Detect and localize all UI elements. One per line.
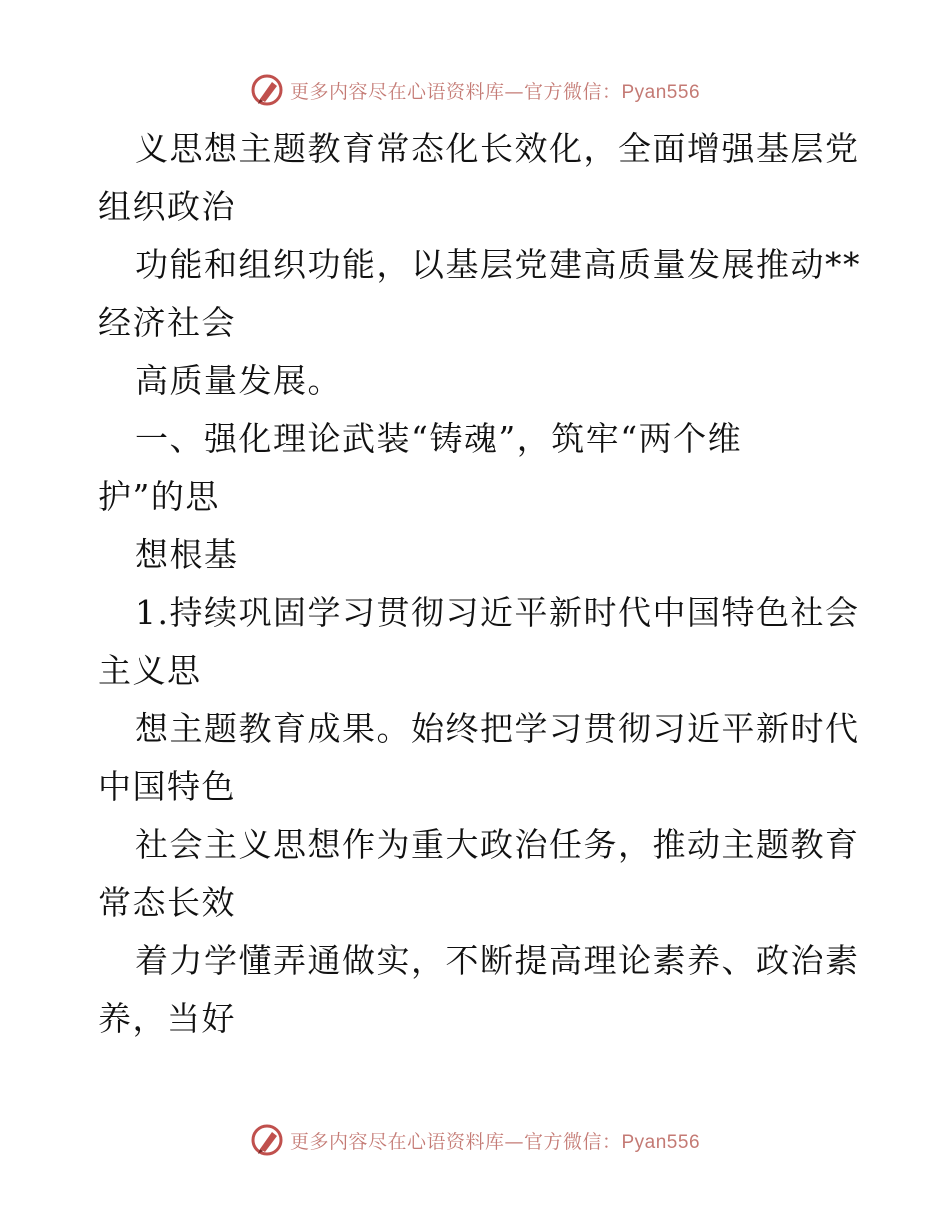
footer-watermark xyxy=(0,1120,950,1160)
text-line: 着力学懂弄通做实，不断提高理论素养、政治素 xyxy=(135,941,860,980)
text-line: 经济社会 xyxy=(98,303,236,342)
text-line: 中国特色 xyxy=(98,767,236,806)
text-line: 功能和组织功能，以基层党建高质量发展推动** xyxy=(135,245,861,284)
text-line: 高质量发展。 xyxy=(135,361,342,400)
header-watermark xyxy=(0,70,950,110)
section-heading-line: 想根基 xyxy=(135,535,239,574)
text-line: 想主题教育成果。始终把学习贯彻习近平新时代 xyxy=(135,709,860,748)
text-line: 主义思 xyxy=(98,651,202,690)
document-body xyxy=(98,120,861,1048)
section-heading-line: 一、强化理论武装“铸魂”，筑牢“两个维 xyxy=(135,419,743,458)
text-line: 养，当好 xyxy=(98,999,236,1038)
text-line: 社会主义思想作为重大政治任务，推动主题教育 xyxy=(135,825,860,864)
text-line: 常态长效 xyxy=(98,883,236,922)
text-line: 组织政治 xyxy=(98,187,236,226)
section-heading-line: 护”的思 xyxy=(98,477,220,516)
pen-logo-icon xyxy=(250,1123,284,1157)
text-line: 义思想主题教育常态化长效化，全面增强基层党 xyxy=(135,129,860,168)
watermark-text: 更多内容尽在心语资料库—官方微信：Pyan556 xyxy=(289,1130,701,1153)
pen-logo-icon xyxy=(250,73,284,107)
text-line: 1.持续巩固学习贯彻习近平新时代中国特色社会 xyxy=(135,593,860,632)
watermark-text: 更多内容尽在心语资料库—官方微信：Pyan556 xyxy=(289,80,701,103)
